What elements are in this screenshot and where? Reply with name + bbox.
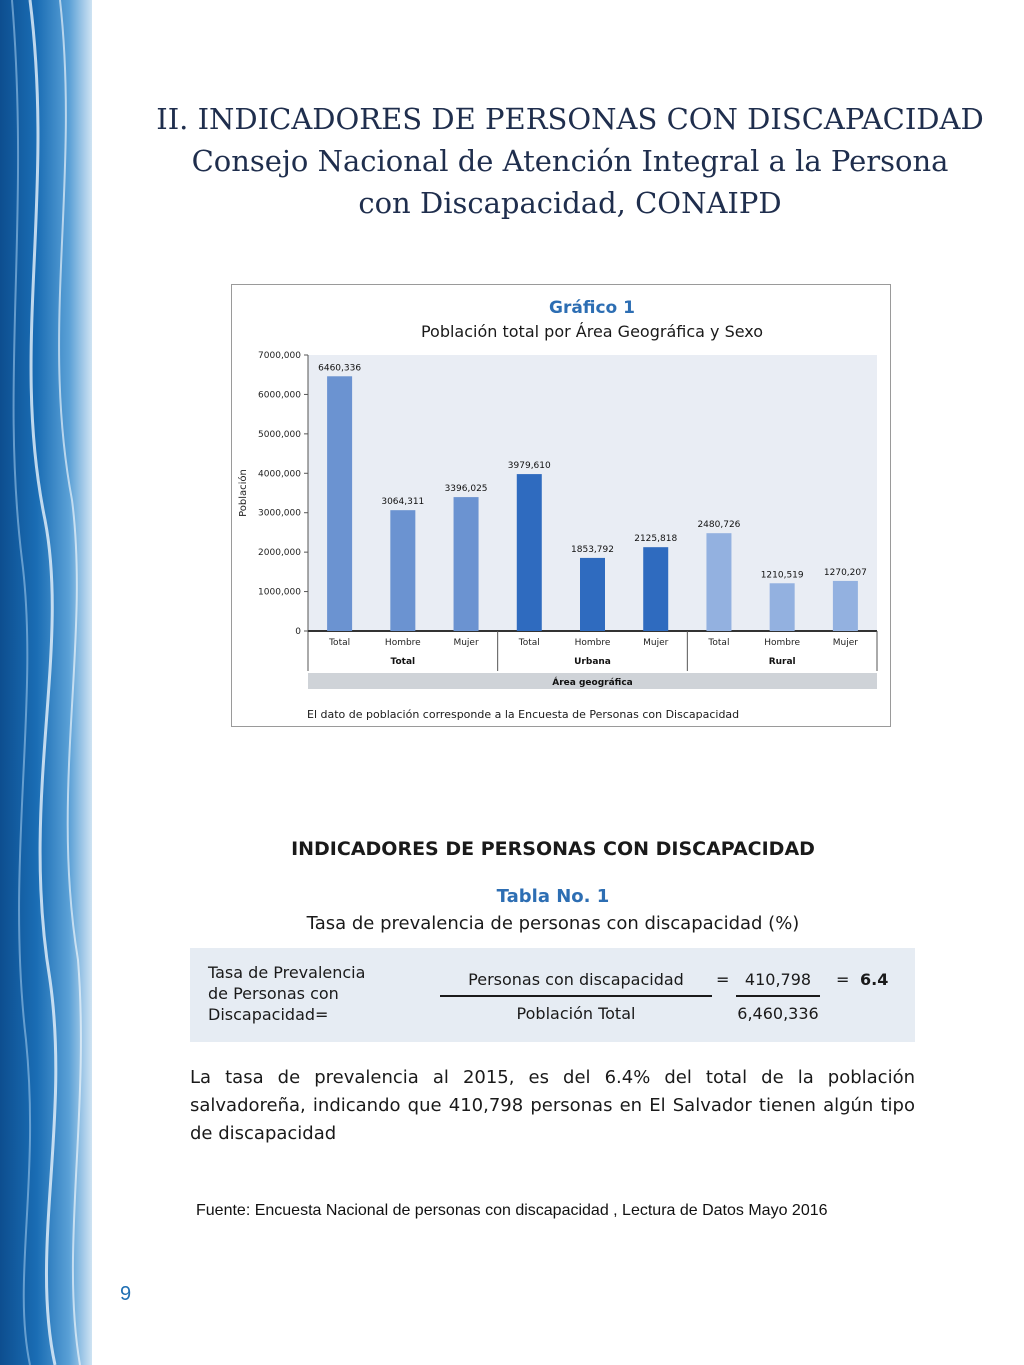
y-axis-label: Población (238, 469, 249, 517)
page-number: 9 (120, 1283, 132, 1305)
bar-value-label: 3979,610 (507, 461, 551, 472)
bar-value-label: 3396,025 (444, 484, 488, 495)
formula-denominator: Población Total (516, 1004, 636, 1023)
prevalence-result: 6.4 (860, 970, 889, 989)
formula-label-line-3: Discapacidad= (208, 1005, 329, 1024)
x-category-label: Total (708, 638, 730, 648)
formula-numerator: Personas con discapacidad (468, 970, 684, 989)
x-category-label: Total (518, 638, 540, 648)
x-group-label: Rural (768, 657, 796, 667)
x-category-label: Hombre (384, 638, 421, 648)
bar (643, 547, 668, 631)
prevalence-paragraph: La tasa de prevalencia al 2015, es del 6.4% del total de la población salvadoreña, indicando que 410,798 personas en El Salvador tienen algún tipo de discapacidad (190, 1067, 915, 1144)
title-line-1: II. INDICADORES DE PERSONAS CON DISCAPACIDAD (156, 102, 984, 136)
sidebar-wave-decoration (0, 0, 92, 1365)
equals-sign: = (716, 970, 730, 989)
fraction-bar (440, 995, 712, 997)
table-number: Tabla No. 1 (496, 886, 610, 907)
table-subtitle: Tasa de prevalencia de personas con discapacidad (%) (306, 913, 800, 934)
title-line-3: con Discapacidad, CONAIPD (358, 186, 782, 220)
bar (706, 533, 731, 631)
bar-value-label: 6460,336 (318, 363, 362, 374)
x-category-label: Total (329, 638, 351, 648)
bar-value-label: 1853,792 (571, 544, 614, 555)
x-category-label: Mujer (832, 638, 858, 648)
value-fraction-bar (736, 995, 820, 997)
y-tick-label: 0 (295, 627, 301, 637)
chart-title: Gráfico 1 (549, 298, 635, 318)
equals-sign: = (836, 970, 850, 989)
formula-label-line-1: Tasa de Prevalencia (208, 963, 366, 982)
bar (770, 583, 795, 631)
y-tick-label: 2000,000 (258, 548, 301, 559)
bar-value-label: 2125,818 (634, 534, 678, 545)
x-category-label: Hombre (574, 638, 611, 648)
x-group-label: Total (390, 657, 416, 667)
formula-label-line-2: de Personas con (208, 984, 339, 1003)
y-tick-label: 1000,000 (258, 587, 301, 598)
x-axis-label: Área geográfica (552, 678, 633, 688)
y-tick-label: 5000,000 (258, 429, 301, 440)
prevalence-formula (190, 948, 915, 1042)
bar (517, 474, 542, 631)
source-note: Fuente: Encuesta Nacional de personas con discapacidad , Lectura de Datos Mayo 2016 (196, 1202, 828, 1219)
slide-title (150, 98, 990, 224)
x-category-label: Mujer (643, 638, 669, 648)
x-category-label: Mujer (453, 638, 479, 648)
y-tick-label: 3000,000 (258, 508, 301, 519)
title-line-2: Consejo Nacional de Atención Integral a la Persona (191, 144, 949, 178)
x-group-label: Urbana (574, 657, 611, 667)
bar-value-label: 2480,726 (697, 520, 741, 531)
chart-note: El dato de población corresponde a la Encuesta de Personas con Discapacidad (307, 708, 740, 721)
bar (390, 510, 415, 631)
decorative-sidebar (0, 0, 92, 1365)
formula-label (208, 962, 365, 1025)
bar-value-label: 1210,519 (760, 570, 804, 581)
indicators-heading: INDICADORES DE PERSONAS CON DISCAPACIDAD (291, 838, 815, 860)
x-category-label: Hombre (764, 638, 801, 648)
y-tick-label: 7000,000 (258, 351, 301, 361)
y-tick-label: 6000,000 (258, 390, 301, 401)
population-chart (231, 284, 891, 727)
denominator-value: 6,460,336 (737, 1004, 819, 1023)
bar (833, 581, 858, 631)
chart-canvas (232, 285, 890, 726)
bar (327, 376, 352, 631)
bar (580, 558, 605, 631)
numerator-value: 410,798 (744, 970, 812, 989)
bar-value-label: 1270,207 (823, 567, 867, 578)
bar-value-label: 3064,311 (381, 497, 425, 508)
y-tick-label: 4000,000 (258, 469, 301, 480)
bar (454, 497, 479, 631)
chart-subtitle: Población total por Área Geográfica y Sexo (420, 322, 764, 341)
